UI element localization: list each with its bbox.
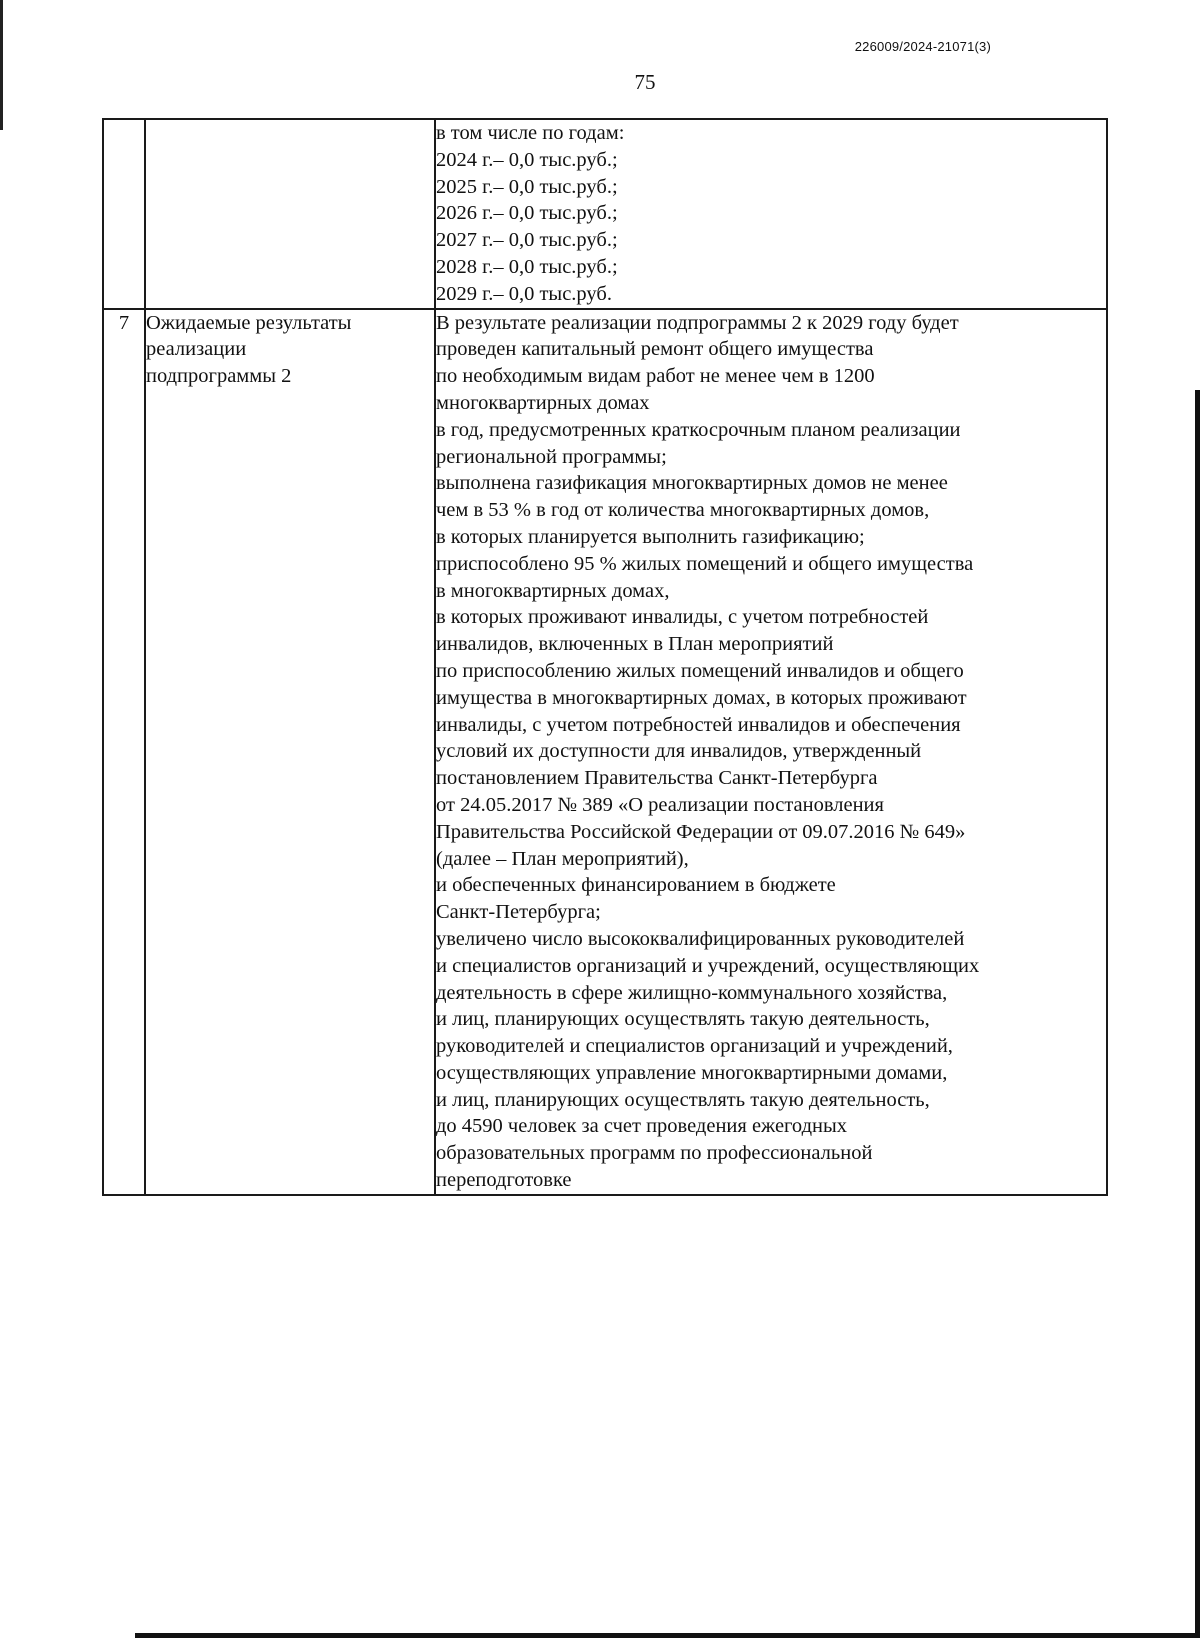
- content-line: и обеспеченных финансированием в бюджете: [436, 874, 836, 897]
- content-line: по приспособлению жилых помещений инвалидов и общего: [436, 659, 964, 682]
- content-line: проведен капитальный ремонт общего имущества: [436, 338, 874, 361]
- document-table: [102, 118, 1108, 1196]
- content-line: (далее – План мероприятий),: [436, 847, 689, 870]
- content-line: осуществляющих управление многоквартирными домами,: [436, 1061, 948, 1084]
- table-body: [103, 119, 1107, 1195]
- scan-edge-right: [1195, 390, 1200, 1638]
- row-title-cell: [145, 119, 435, 309]
- content-line: 2024 г.– 0,0 тыс.руб.;: [436, 148, 618, 171]
- title-line: Ожидаемые результаты: [146, 311, 352, 334]
- document-number: 226009/2024-21071(3): [854, 39, 991, 54]
- table-row: [103, 119, 1107, 309]
- content-line: имущества в многоквартирных домах, в которых проживают: [436, 686, 967, 709]
- content-line: в год, предусмотренных краткосрочным планом реализации: [436, 418, 961, 441]
- content-line: В результате реализации подпрограммы 2 к 2029 году будет: [436, 311, 959, 334]
- row-content-cell: [435, 119, 1107, 309]
- content-line: и лиц, планирующих осуществлять такую деятельность,: [436, 1088, 930, 1111]
- content-line: инвалидов, включенных в План мероприятий: [436, 633, 834, 656]
- content-line: постановлением Правительства Санкт-Петербурга: [436, 767, 878, 790]
- content-line: 2029 г.– 0,0 тыс.руб.: [436, 282, 612, 305]
- content-line: образовательных программ по профессиональной: [436, 1142, 873, 1165]
- content-line: в которых проживают инвалиды, с учетом потребностей: [436, 606, 929, 629]
- row-number-cell: [103, 119, 145, 309]
- content-line: многоквартирных домах: [436, 391, 650, 414]
- content-line: чем в 53 % в год от количества многоквартирных домов,: [436, 499, 930, 522]
- content-line: в которых планируется выполнить газификацию;: [436, 525, 865, 548]
- page-number: 75: [634, 70, 656, 94]
- table-row: [103, 309, 1107, 1195]
- content-line: 2027 г.– 0,0 тыс.руб.;: [436, 229, 618, 252]
- content-line: до 4590 человек за счет проведения ежегодных: [436, 1115, 848, 1138]
- content-line: переподготовке: [436, 1169, 572, 1192]
- content-line: Санкт-Петербурга;: [436, 901, 601, 924]
- content-line: 2025 г.– 0,0 тыс.руб.;: [436, 175, 618, 198]
- row-number-cell: 7: [103, 309, 145, 1195]
- content-line: от 24.05.2017 № 389 «О реализации постановления: [436, 793, 884, 816]
- scan-edge-left: [0, 0, 3, 130]
- content-line: в том числе по годам:: [436, 122, 625, 144]
- content-line: Правительства Российской Федерации от 09.07.2016 № 649»: [436, 820, 966, 843]
- content-line: 2026 г.– 0,0 тыс.руб.;: [436, 202, 618, 225]
- content-line: деятельность в сфере жилищно-коммунального хозяйства,: [436, 981, 948, 1004]
- row-title-cell: [145, 309, 435, 1195]
- content-line: выполнена газификация многоквартирных домов не менее: [436, 472, 948, 495]
- content-line: условий их доступности для инвалидов, утвержденный: [436, 740, 922, 763]
- scan-edge-bottom: [135, 1633, 1200, 1638]
- content-line: региональной программы;: [436, 445, 667, 468]
- content-line: руководителей и специалистов организаций и учреждений,: [436, 1035, 953, 1058]
- content-line: и лиц, планирующих осуществлять такую деятельность,: [436, 1008, 930, 1031]
- title-line: подпрограммы 2: [146, 365, 292, 388]
- content-line: инвалиды, с учетом потребностей инвалидов и обеспечения: [436, 713, 961, 736]
- content-line: по необходимым видам работ не менее чем в 1200: [436, 365, 875, 388]
- content-line: приспособлено 95 % жилых помещений и общего имущества: [436, 552, 974, 575]
- content-line: и специалистов организаций и учреждений, осуществляющих: [436, 954, 980, 977]
- content-line: 2028 г.– 0,0 тыс.руб.;: [436, 255, 618, 278]
- content-line: увеличено число высококвалифицированных руководителей: [436, 927, 965, 950]
- content-line: в многоквартирных домах,: [436, 579, 670, 602]
- title-line: реализации: [146, 338, 247, 361]
- row-content-cell: [435, 309, 1107, 1195]
